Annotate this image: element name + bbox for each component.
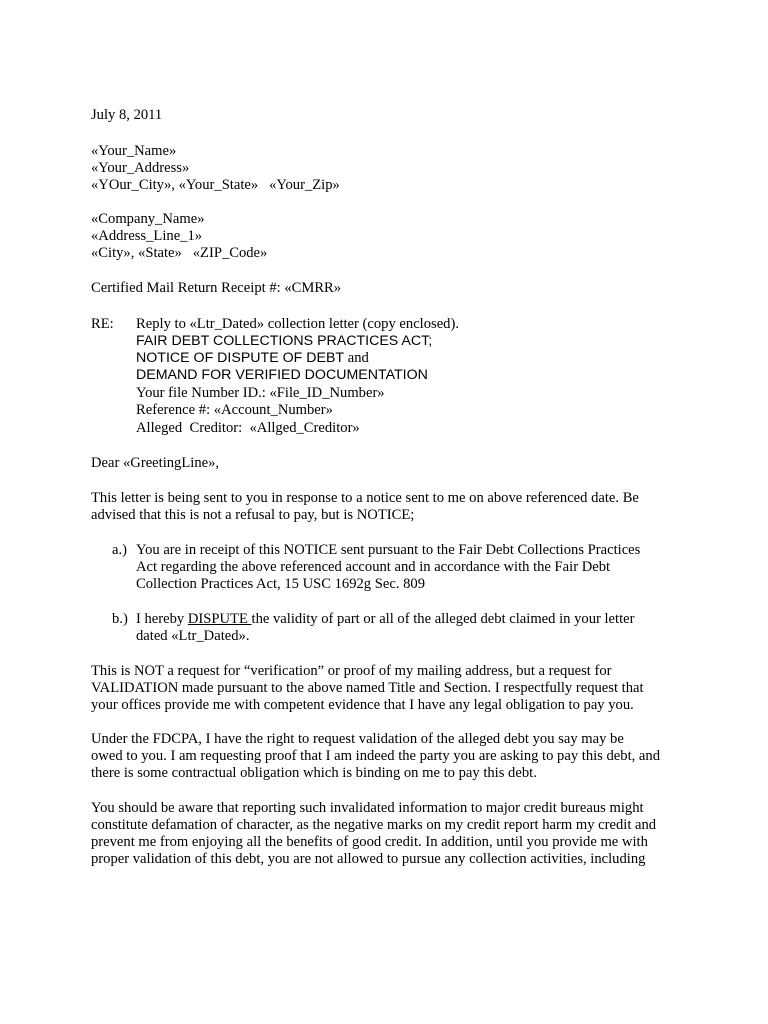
letter-date: July 8, 2011 (91, 107, 163, 123)
recipient-address: «Address_Line_1» (91, 228, 203, 244)
item-b-pre: I hereby (136, 611, 188, 627)
paragraph-1-line-1: This letter is being sent to you in response to a notice sent to me on above referenced date. Be (91, 490, 639, 506)
re-file-number: Your file Number ID.: «File_ID_Number» (136, 385, 385, 401)
paragraph-2-line-1: This is NOT a request for “verification” or proof of my mailing address, but a request for (91, 663, 612, 679)
paragraph-2-line-2: VALIDATION made pursuant to the above named Title and Section. I respectfully request that (91, 680, 644, 696)
sender-address: «Your_Address» (91, 160, 190, 176)
item-b-line-1 (136, 611, 634, 628)
recipient-city-state-zip: «City», «State» «ZIP_Code» (91, 245, 268, 261)
item-a-line-2: Act regarding the above referenced account and in accordance with the Fair Debt (136, 559, 611, 575)
re-caps-line-1: FAIR DEBT COLLECTIONS PRACTICES ACT; (136, 333, 433, 349)
paragraph-3-line-1: Under the FDCPA, I have the right to request validation of the alleged debt you say may be (91, 731, 624, 747)
re-subject: Reply to «Ltr_Dated» collection letter (copy enclosed). (136, 316, 459, 332)
paragraph-2-line-3: your offices provide me with competent evidence that I have any legal obligation to pay you. (91, 697, 634, 713)
re-reference: Reference #: «Account_Number» (136, 402, 333, 418)
item-a-line-1: You are in receipt of this NOTICE sent pursuant to the Fair Debt Collections Practices (136, 542, 641, 558)
paragraph-4-line-4: proper validation of this debt, you are not allowed to pursue any collection activities, including (91, 851, 646, 867)
item-b-line-2: dated «Ltr_Dated». (136, 628, 250, 644)
certified-mail-line: Certified Mail Return Receipt #: «CMRR» (91, 280, 342, 296)
item-a-line-3: Collection Practices Act, 15 USC 1692g Sec. 809 (136, 576, 426, 592)
paragraph-4-line-3: prevent me from enjoying all the benefits of good credit. In addition, until you provide me with (91, 834, 648, 850)
re-and-word: and (344, 350, 369, 366)
item-b-post: the validity of part or all of the alleged debt claimed in your letter (251, 611, 635, 627)
paragraph-3-line-2: owed to you. I am requesting proof that I am indeed the party you are asking to pay this debt, and (91, 748, 661, 764)
paragraph-3-line-3: there is some contractual obligation which is binding on me to pay this debt. (91, 765, 537, 781)
re-caps-line-2 (136, 350, 369, 367)
recipient-company: «Company_Name» (91, 211, 205, 227)
item-a-marker: a.) (112, 542, 127, 558)
re-caps-line-3: DEMAND FOR VERIFIED DOCUMENTATION (136, 367, 428, 383)
re-alleged-creditor: Alleged Creditor: «Allged_Creditor» (136, 420, 360, 436)
paragraph-4-line-1: You should be aware that reporting such invalidated information to major credit bureaus might (91, 800, 644, 816)
dispute-underlined: DISPUTE (187, 611, 252, 627)
sender-city-state-zip: «YOur_City», «Your_State» «Your_Zip» (91, 177, 340, 193)
re-notice-text: NOTICE OF DISPUTE OF DEBT (136, 350, 345, 366)
re-label: RE: (91, 316, 114, 332)
sender-name: «Your_Name» (91, 143, 177, 159)
paragraph-1-line-2: advised that this is not a refusal to pay, but is NOTICE; (91, 507, 415, 523)
item-b-marker: b.) (112, 611, 128, 627)
greeting: Dear «GreetingLine», (91, 455, 220, 471)
paragraph-4-line-2: constitute defamation of character, as the negative marks on my credit report harm my credit and (91, 817, 657, 833)
